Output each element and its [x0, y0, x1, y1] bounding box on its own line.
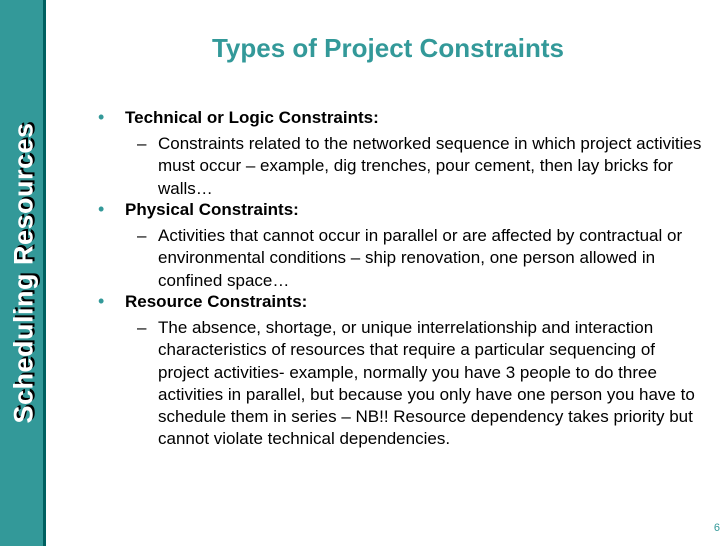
page-number: 6	[713, 522, 720, 534]
dash-icon: –	[137, 226, 147, 245]
constraint-heading-physical: Physical Constraints:	[125, 200, 299, 219]
dash-icon: –	[137, 134, 147, 153]
bullet-icon: •	[98, 107, 105, 127]
constraint-detail-physical: Activities that cannot occur in parallel or are affected by contractual or environmental conditions – ship renovation, one person allowed in confined space…	[158, 226, 683, 290]
slide-title: Types of Project Constraints	[211, 33, 565, 63]
bullet-icon: •	[98, 291, 105, 311]
constraint-heading-resource: Resource Constraints:	[125, 292, 308, 311]
constraint-heading-technical: Technical or Logic Constraints:	[125, 108, 379, 127]
sidebar-title: Scheduling Resources	[8, 122, 39, 424]
constraint-detail-technical: Constraints related to the networked sequence in which project activities must occur – example, dig trenches, pour cement, then lay bricks for walls…	[158, 134, 702, 198]
dash-icon: –	[137, 318, 147, 337]
bullet-icon: •	[98, 199, 105, 219]
constraint-detail-resource: The absence, shortage, or unique interrelationship and interaction characteristics of resources that require a particular sequencing of project activities- example, normally you have 3 people to do three activities in parallel, but because you only have one person you have to schedule them in series – NB!! Resource dependency takes priority but cannot violate technical dependencies.	[158, 318, 695, 449]
